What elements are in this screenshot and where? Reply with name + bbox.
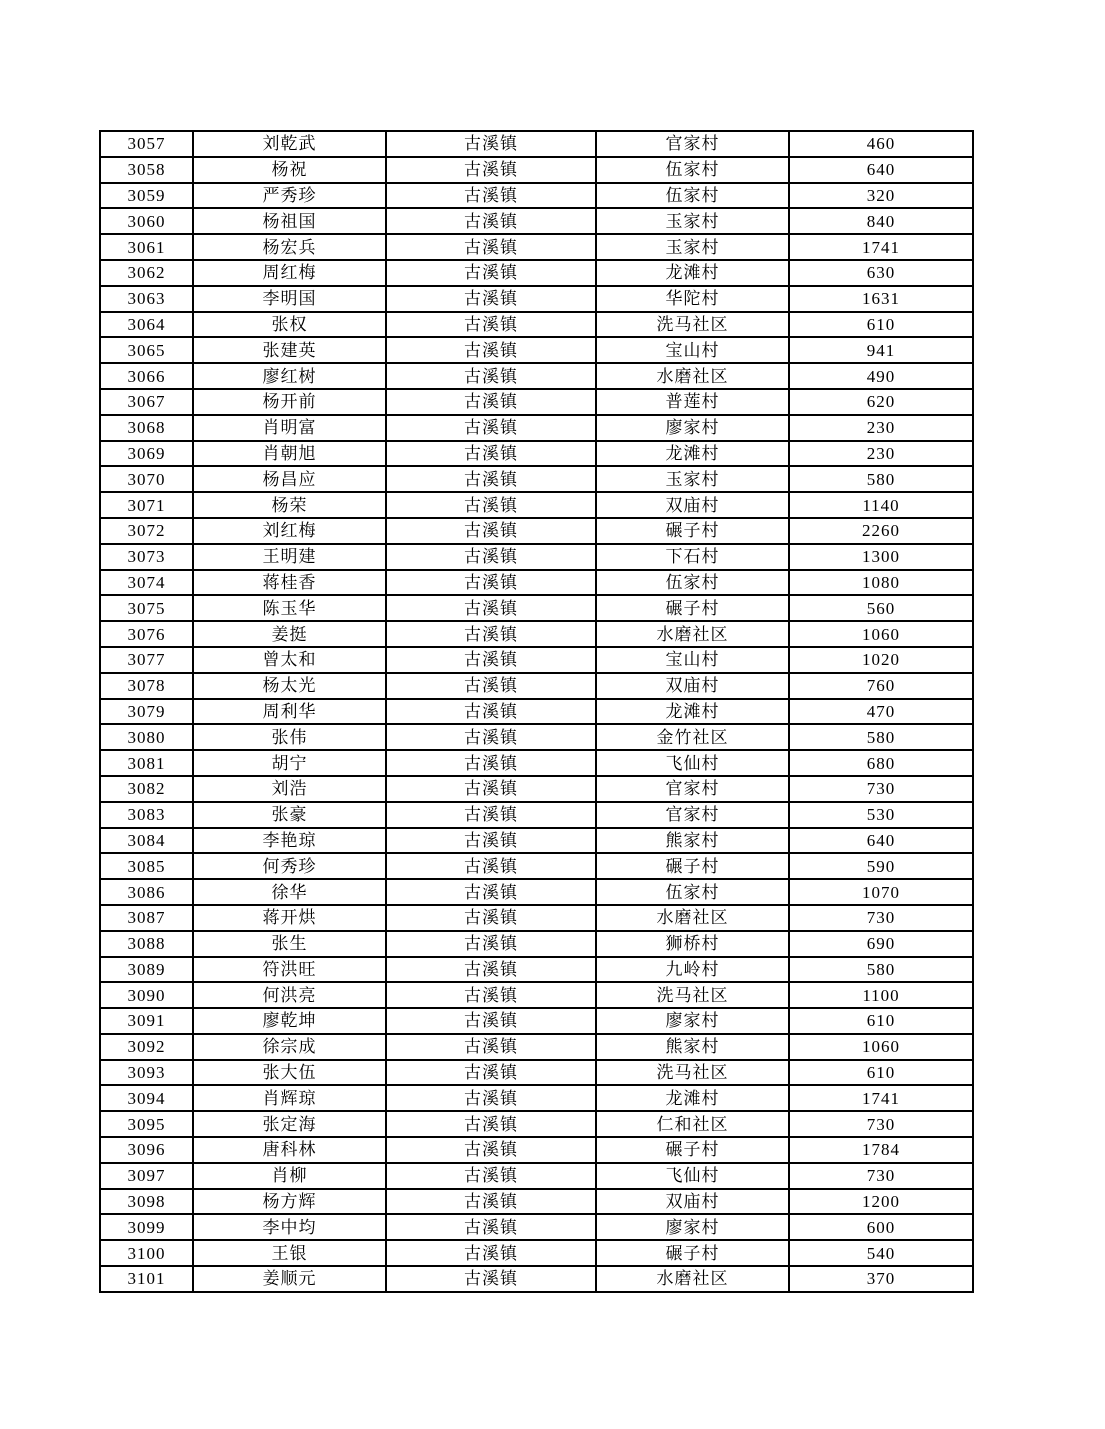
cell-serial-number: 3084 — [100, 828, 193, 854]
cell-serial-number: 3059 — [100, 183, 193, 209]
records-tbody — [100, 131, 973, 1292]
cell-amount: 941 — [789, 337, 973, 363]
table-row — [100, 286, 973, 312]
cell-person-name: 杨开前 — [193, 389, 386, 415]
cell-serial-number: 3092 — [100, 1034, 193, 1060]
cell-village: 华陀村 — [596, 286, 789, 312]
table-row — [100, 1189, 973, 1215]
table-row — [100, 905, 973, 931]
cell-town: 古溪镇 — [386, 1008, 596, 1034]
table-row — [100, 750, 973, 776]
cell-person-name: 杨祝 — [193, 157, 386, 183]
table-row — [100, 544, 973, 570]
cell-town: 古溪镇 — [386, 853, 596, 879]
cell-person-name: 廖红树 — [193, 363, 386, 389]
table-row — [100, 647, 973, 673]
cell-village: 龙滩村 — [596, 1085, 789, 1111]
cell-amount: 1100 — [789, 982, 973, 1008]
table-row — [100, 415, 973, 441]
table-row — [100, 1163, 973, 1189]
cell-amount: 580 — [789, 724, 973, 750]
cell-village: 双庙村 — [596, 492, 789, 518]
table-row — [100, 724, 973, 750]
cell-serial-number: 3095 — [100, 1111, 193, 1137]
cell-town: 古溪镇 — [386, 595, 596, 621]
cell-town: 古溪镇 — [386, 183, 596, 209]
cell-amount: 730 — [789, 776, 973, 802]
cell-village: 熊家村 — [596, 828, 789, 854]
cell-amount: 470 — [789, 699, 973, 725]
cell-person-name: 何秀珍 — [193, 853, 386, 879]
cell-amount: 1741 — [789, 1085, 973, 1111]
cell-amount: 610 — [789, 1060, 973, 1086]
table-row — [100, 518, 973, 544]
cell-amount: 1070 — [789, 879, 973, 905]
cell-serial-number: 3064 — [100, 312, 193, 338]
cell-town: 古溪镇 — [386, 1111, 596, 1137]
cell-town: 古溪镇 — [386, 957, 596, 983]
cell-serial-number: 3078 — [100, 673, 193, 699]
cell-amount: 730 — [789, 1111, 973, 1137]
cell-amount: 1080 — [789, 570, 973, 596]
cell-village: 廖家村 — [596, 1214, 789, 1240]
cell-town: 古溪镇 — [386, 982, 596, 1008]
table-row — [100, 570, 973, 596]
cell-amount: 1060 — [789, 1034, 973, 1060]
cell-serial-number: 3058 — [100, 157, 193, 183]
cell-town: 古溪镇 — [386, 570, 596, 596]
cell-town: 古溪镇 — [386, 1085, 596, 1111]
cell-serial-number: 3060 — [100, 208, 193, 234]
cell-person-name: 张生 — [193, 931, 386, 957]
cell-amount: 540 — [789, 1240, 973, 1266]
cell-serial-number: 3086 — [100, 879, 193, 905]
cell-serial-number: 3085 — [100, 853, 193, 879]
cell-amount: 1140 — [789, 492, 973, 518]
cell-town: 古溪镇 — [386, 492, 596, 518]
cell-serial-number: 3073 — [100, 544, 193, 570]
cell-amount: 680 — [789, 750, 973, 776]
cell-person-name: 杨宏兵 — [193, 234, 386, 260]
cell-village: 碾子村 — [596, 1240, 789, 1266]
cell-serial-number: 3098 — [100, 1189, 193, 1215]
cell-amount: 640 — [789, 157, 973, 183]
cell-serial-number: 3065 — [100, 337, 193, 363]
cell-town: 古溪镇 — [386, 879, 596, 905]
table-row — [100, 157, 973, 183]
cell-town: 古溪镇 — [386, 750, 596, 776]
cell-person-name: 刘浩 — [193, 776, 386, 802]
cell-amount: 1020 — [789, 647, 973, 673]
cell-person-name: 肖柳 — [193, 1163, 386, 1189]
cell-amount: 1200 — [789, 1189, 973, 1215]
cell-amount: 590 — [789, 853, 973, 879]
cell-serial-number: 3079 — [100, 699, 193, 725]
cell-person-name: 姜顺元 — [193, 1266, 386, 1292]
cell-person-name: 周利华 — [193, 699, 386, 725]
cell-town: 古溪镇 — [386, 1163, 596, 1189]
cell-serial-number: 3057 — [100, 131, 193, 157]
cell-serial-number: 3083 — [100, 802, 193, 828]
cell-serial-number: 3071 — [100, 492, 193, 518]
cell-person-name: 严秀珍 — [193, 183, 386, 209]
cell-serial-number: 3089 — [100, 957, 193, 983]
cell-person-name: 肖明富 — [193, 415, 386, 441]
cell-person-name: 蒋开烘 — [193, 905, 386, 931]
cell-person-name: 刘红梅 — [193, 518, 386, 544]
table-row — [100, 260, 973, 286]
table-row — [100, 466, 973, 492]
cell-town: 古溪镇 — [386, 389, 596, 415]
cell-serial-number: 3093 — [100, 1060, 193, 1086]
cell-village: 水磨社区 — [596, 905, 789, 931]
cell-amount: 640 — [789, 828, 973, 854]
cell-town: 古溪镇 — [386, 1189, 596, 1215]
cell-serial-number: 3088 — [100, 931, 193, 957]
cell-town: 古溪镇 — [386, 157, 596, 183]
cell-town: 古溪镇 — [386, 724, 596, 750]
cell-serial-number: 3066 — [100, 363, 193, 389]
cell-person-name: 徐华 — [193, 879, 386, 905]
cell-village: 官家村 — [596, 131, 789, 157]
cell-village: 玉家村 — [596, 208, 789, 234]
cell-village: 仁和社区 — [596, 1111, 789, 1137]
cell-town: 古溪镇 — [386, 1214, 596, 1240]
cell-town: 古溪镇 — [386, 337, 596, 363]
cell-person-name: 肖辉琼 — [193, 1085, 386, 1111]
table-row — [100, 1008, 973, 1034]
cell-amount: 460 — [789, 131, 973, 157]
cell-town: 古溪镇 — [386, 286, 596, 312]
table-row — [100, 1085, 973, 1111]
cell-person-name: 杨昌应 — [193, 466, 386, 492]
cell-village: 玉家村 — [596, 466, 789, 492]
table-row — [100, 879, 973, 905]
cell-serial-number: 3090 — [100, 982, 193, 1008]
records-table — [99, 130, 974, 1293]
table-row — [100, 1266, 973, 1292]
cell-village: 水磨社区 — [596, 363, 789, 389]
cell-village: 双庙村 — [596, 673, 789, 699]
cell-town: 古溪镇 — [386, 1060, 596, 1086]
cell-person-name: 王明建 — [193, 544, 386, 570]
cell-person-name: 徐宗成 — [193, 1034, 386, 1060]
cell-amount: 730 — [789, 1163, 973, 1189]
cell-village: 伍家村 — [596, 157, 789, 183]
table-row — [100, 131, 973, 157]
cell-town: 古溪镇 — [386, 1137, 596, 1163]
cell-person-name: 张建英 — [193, 337, 386, 363]
cell-amount: 1741 — [789, 234, 973, 260]
cell-amount: 580 — [789, 466, 973, 492]
table-row — [100, 1034, 973, 1060]
table-row — [100, 1137, 973, 1163]
table-row — [100, 337, 973, 363]
table-row — [100, 621, 973, 647]
cell-town: 古溪镇 — [386, 544, 596, 570]
cell-amount: 840 — [789, 208, 973, 234]
cell-village: 宝山村 — [596, 337, 789, 363]
cell-village: 水磨社区 — [596, 621, 789, 647]
cell-town: 古溪镇 — [386, 234, 596, 260]
cell-village: 廖家村 — [596, 1008, 789, 1034]
cell-village: 玉家村 — [596, 234, 789, 260]
table-row — [100, 1214, 973, 1240]
cell-amount: 760 — [789, 673, 973, 699]
cell-village: 宝山村 — [596, 647, 789, 673]
cell-person-name: 张大伍 — [193, 1060, 386, 1086]
cell-town: 古溪镇 — [386, 1266, 596, 1292]
table-row — [100, 802, 973, 828]
cell-person-name: 李明国 — [193, 286, 386, 312]
cell-person-name: 杨荣 — [193, 492, 386, 518]
cell-amount: 2260 — [789, 518, 973, 544]
cell-amount: 600 — [789, 1214, 973, 1240]
cell-person-name: 何洪亮 — [193, 982, 386, 1008]
cell-serial-number: 3091 — [100, 1008, 193, 1034]
cell-town: 古溪镇 — [386, 131, 596, 157]
cell-amount: 610 — [789, 312, 973, 338]
table-row — [100, 492, 973, 518]
cell-serial-number: 3074 — [100, 570, 193, 596]
cell-person-name: 廖乾坤 — [193, 1008, 386, 1034]
cell-town: 古溪镇 — [386, 260, 596, 286]
table-row — [100, 982, 973, 1008]
cell-village: 龙滩村 — [596, 699, 789, 725]
cell-amount: 690 — [789, 931, 973, 957]
cell-person-name: 杨太光 — [193, 673, 386, 699]
table-row — [100, 699, 973, 725]
cell-town: 古溪镇 — [386, 466, 596, 492]
cell-serial-number: 3063 — [100, 286, 193, 312]
cell-village: 伍家村 — [596, 879, 789, 905]
cell-town: 古溪镇 — [386, 1240, 596, 1266]
cell-serial-number: 3070 — [100, 466, 193, 492]
cell-person-name: 陈玉华 — [193, 595, 386, 621]
cell-serial-number: 3076 — [100, 621, 193, 647]
cell-village: 廖家村 — [596, 415, 789, 441]
cell-person-name: 唐科林 — [193, 1137, 386, 1163]
table-row — [100, 208, 973, 234]
cell-person-name: 杨祖国 — [193, 208, 386, 234]
cell-village: 洗马社区 — [596, 982, 789, 1008]
cell-serial-number: 3072 — [100, 518, 193, 544]
cell-amount: 580 — [789, 957, 973, 983]
cell-town: 古溪镇 — [386, 699, 596, 725]
cell-person-name: 张伟 — [193, 724, 386, 750]
cell-person-name: 李艳琼 — [193, 828, 386, 854]
cell-serial-number: 3082 — [100, 776, 193, 802]
cell-person-name: 杨方辉 — [193, 1189, 386, 1215]
cell-serial-number: 3096 — [100, 1137, 193, 1163]
table-row — [100, 1240, 973, 1266]
cell-village: 龙滩村 — [596, 260, 789, 286]
cell-serial-number: 3067 — [100, 389, 193, 415]
cell-town: 古溪镇 — [386, 673, 596, 699]
cell-person-name: 蒋桂香 — [193, 570, 386, 596]
cell-village: 碾子村 — [596, 595, 789, 621]
cell-person-name: 李中均 — [193, 1214, 386, 1240]
cell-serial-number: 3081 — [100, 750, 193, 776]
table-row — [100, 441, 973, 467]
cell-village: 九岭村 — [596, 957, 789, 983]
cell-town: 古溪镇 — [386, 905, 596, 931]
cell-town: 古溪镇 — [386, 441, 596, 467]
cell-amount: 530 — [789, 802, 973, 828]
table-row — [100, 957, 973, 983]
cell-village: 下石村 — [596, 544, 789, 570]
table-row — [100, 389, 973, 415]
table-row — [100, 363, 973, 389]
cell-amount: 610 — [789, 1008, 973, 1034]
cell-amount: 370 — [789, 1266, 973, 1292]
cell-village: 飞仙村 — [596, 1163, 789, 1189]
cell-town: 古溪镇 — [386, 647, 596, 673]
cell-serial-number: 3097 — [100, 1163, 193, 1189]
cell-person-name: 胡宁 — [193, 750, 386, 776]
cell-serial-number: 3094 — [100, 1085, 193, 1111]
cell-serial-number: 3068 — [100, 415, 193, 441]
cell-serial-number: 3101 — [100, 1266, 193, 1292]
table-row — [100, 931, 973, 957]
cell-village: 伍家村 — [596, 570, 789, 596]
cell-town: 古溪镇 — [386, 802, 596, 828]
cell-amount: 560 — [789, 595, 973, 621]
cell-village: 洗马社区 — [596, 312, 789, 338]
cell-amount: 230 — [789, 441, 973, 467]
table-row — [100, 1111, 973, 1137]
cell-person-name: 刘乾武 — [193, 131, 386, 157]
cell-village: 洗马社区 — [596, 1060, 789, 1086]
table-row — [100, 312, 973, 338]
cell-town: 古溪镇 — [386, 931, 596, 957]
table-row — [100, 1060, 973, 1086]
table-row — [100, 853, 973, 879]
cell-amount: 630 — [789, 260, 973, 286]
table-row — [100, 234, 973, 260]
cell-town: 古溪镇 — [386, 776, 596, 802]
cell-village: 碾子村 — [596, 518, 789, 544]
cell-amount: 230 — [789, 415, 973, 441]
cell-person-name: 曾太和 — [193, 647, 386, 673]
cell-town: 古溪镇 — [386, 518, 596, 544]
cell-person-name: 姜挺 — [193, 621, 386, 647]
table-row — [100, 776, 973, 802]
table-row — [100, 183, 973, 209]
cell-person-name: 张权 — [193, 312, 386, 338]
cell-person-name: 张定海 — [193, 1111, 386, 1137]
cell-serial-number: 3080 — [100, 724, 193, 750]
cell-amount: 1784 — [789, 1137, 973, 1163]
cell-town: 古溪镇 — [386, 208, 596, 234]
cell-town: 古溪镇 — [386, 828, 596, 854]
cell-serial-number: 3061 — [100, 234, 193, 260]
cell-village: 金竹社区 — [596, 724, 789, 750]
cell-serial-number: 3069 — [100, 441, 193, 467]
cell-person-name: 王银 — [193, 1240, 386, 1266]
cell-amount: 320 — [789, 183, 973, 209]
cell-person-name: 周红梅 — [193, 260, 386, 286]
cell-serial-number: 3075 — [100, 595, 193, 621]
cell-village: 飞仙村 — [596, 750, 789, 776]
cell-amount: 490 — [789, 363, 973, 389]
cell-serial-number: 3077 — [100, 647, 193, 673]
cell-serial-number: 3087 — [100, 905, 193, 931]
cell-person-name: 符洪旺 — [193, 957, 386, 983]
cell-person-name: 张豪 — [193, 802, 386, 828]
cell-person-name: 肖朝旭 — [193, 441, 386, 467]
cell-village: 伍家村 — [596, 183, 789, 209]
cell-village: 双庙村 — [596, 1189, 789, 1215]
cell-town: 古溪镇 — [386, 312, 596, 338]
table-row — [100, 828, 973, 854]
cell-village: 狮桥村 — [596, 931, 789, 957]
cell-amount: 1631 — [789, 286, 973, 312]
cell-amount: 1300 — [789, 544, 973, 570]
cell-town: 古溪镇 — [386, 415, 596, 441]
cell-village: 官家村 — [596, 802, 789, 828]
cell-amount: 620 — [789, 389, 973, 415]
cell-town: 古溪镇 — [386, 363, 596, 389]
cell-town: 古溪镇 — [386, 1034, 596, 1060]
cell-serial-number: 3099 — [100, 1214, 193, 1240]
cell-amount: 730 — [789, 905, 973, 931]
cell-village: 碾子村 — [596, 1137, 789, 1163]
cell-village: 水磨社区 — [596, 1266, 789, 1292]
cell-village: 熊家村 — [596, 1034, 789, 1060]
cell-village: 普莲村 — [596, 389, 789, 415]
cell-village: 碾子村 — [596, 853, 789, 879]
table-row — [100, 595, 973, 621]
cell-village: 龙滩村 — [596, 441, 789, 467]
cell-serial-number: 3100 — [100, 1240, 193, 1266]
cell-town: 古溪镇 — [386, 621, 596, 647]
cell-village: 官家村 — [596, 776, 789, 802]
cell-serial-number: 3062 — [100, 260, 193, 286]
table-row — [100, 673, 973, 699]
cell-amount: 1060 — [789, 621, 973, 647]
